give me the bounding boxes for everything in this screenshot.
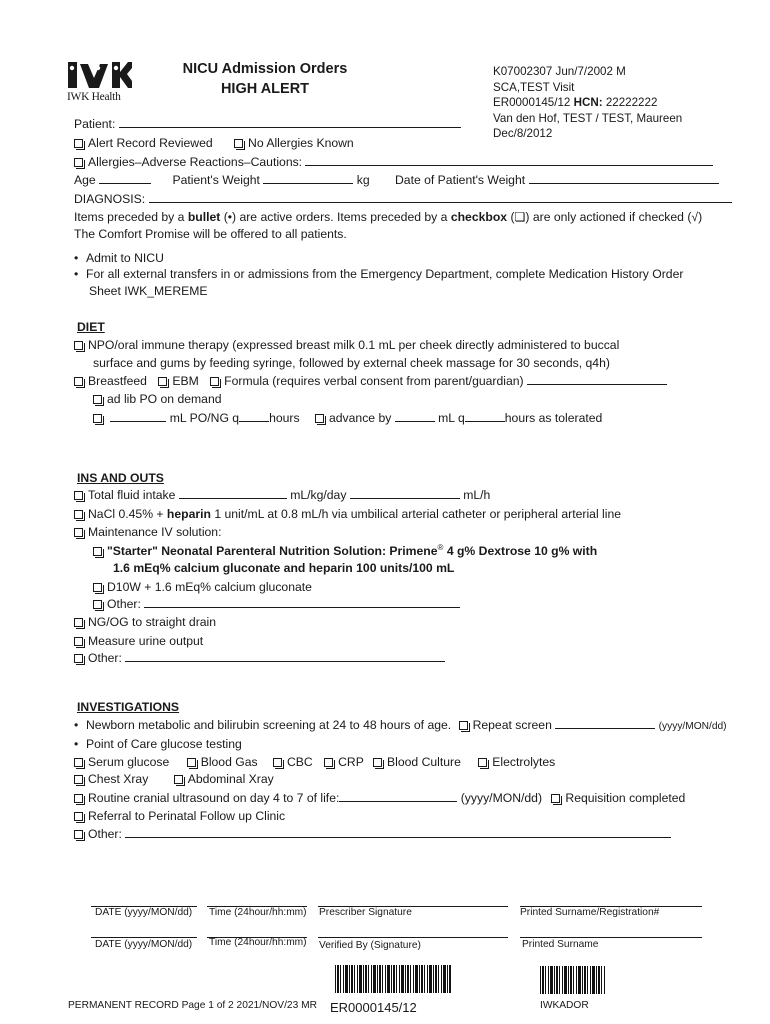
frequency-input[interactable] — [239, 411, 269, 422]
formula-checkbox[interactable] — [210, 377, 219, 386]
date2-line[interactable] — [91, 937, 197, 938]
d10w-checkbox[interactable] — [93, 583, 102, 592]
form-barcode — [540, 966, 606, 994]
formula-input[interactable] — [527, 374, 667, 385]
diet-heading: DIET — [77, 320, 105, 334]
time2-label: Time (24hour/hh:mm) — [209, 937, 307, 948]
label-line-physician: Van den Hof, TEST / TEST, Maureen — [493, 111, 683, 125]
newborn-screening-row: • Newborn metabolic and bilirubin screening at 24 to 48 hours of age. Repeat screen (yyyy/MON/dd) — [74, 718, 727, 732]
allergies-input[interactable] — [305, 155, 713, 166]
label-line-date: Dec/8/2012 — [493, 127, 553, 140]
age-input[interactable] — [99, 173, 151, 184]
nacl-row: NaCl 0.45% + heparin 1 unit/mL at 0.8 mL/h via umbilical arterial catheter or peripheral arterial line — [74, 507, 621, 521]
patient-field[interactable]: Patient: — [74, 117, 461, 131]
diet-npo-row: NPO/oral immune therapy (expressed breast milk 0.1 mL per cheek directly administered to buccal — [74, 338, 619, 352]
order-admit: • Admit to NICU — [74, 251, 164, 265]
age-weight-row: Age Patient's Weight kg Date of Patient's Weight — [74, 173, 719, 187]
date1-label: DATE (yyyy/MON/dd) — [95, 907, 193, 918]
order-external-transfers-cont: Sheet IWK_MEREME — [89, 284, 208, 298]
instructions-line2: The Comfort Promise will be offered to all patients. — [74, 227, 347, 241]
diagnosis-input[interactable] — [149, 192, 732, 203]
printed-reg-label: Printed Surname/Registration# — [520, 907, 660, 918]
urine-row: Measure urine output — [74, 634, 203, 648]
ins-other-row: Other: — [74, 651, 445, 665]
total-fluid-row: Total fluid intake mL/kg/day mL/h — [74, 488, 490, 502]
adlib-checkbox[interactable] — [93, 395, 102, 404]
diet-adlib-row: ad lib PO on demand — [93, 392, 222, 406]
inv-other-row: Other: — [74, 827, 671, 841]
ins-other-checkbox[interactable] — [74, 654, 83, 663]
fluid-ml-input[interactable] — [350, 488, 460, 499]
ebm-checkbox[interactable] — [158, 377, 167, 386]
time1-label: Time (24hour/hh:mm) — [209, 907, 307, 918]
weight-date-input[interactable] — [529, 173, 719, 184]
starter-checkbox[interactable] — [93, 547, 102, 556]
verified-line[interactable] — [318, 937, 508, 938]
form-subtitle: HIGH ALERT — [220, 81, 310, 97]
ins-outs-heading: INS AND OUTS — [77, 471, 164, 485]
footer-er-number: ER0000145/12 — [330, 1000, 417, 1015]
chest-xray-checkbox[interactable] — [74, 775, 83, 784]
order-external-transfers: • For all external transfers in or admissions from the Emergency Department, complete Medication History Order — [74, 267, 684, 281]
blood-culture-checkbox[interactable] — [373, 758, 382, 767]
repeat-screen-checkbox[interactable] — [459, 721, 468, 730]
inv-other-input[interactable] — [125, 827, 671, 838]
urine-checkbox[interactable] — [74, 637, 83, 646]
electrolytes-checkbox[interactable] — [478, 758, 487, 767]
cranial-row: Routine cranial ultrasound on day 4 to 7 of life: (yyyy/MON/dd) Requisition completed — [74, 791, 685, 805]
inv-other-checkbox[interactable] — [74, 830, 83, 839]
iv-other-checkbox[interactable] — [93, 600, 102, 609]
advance-checkbox[interactable] — [315, 414, 324, 423]
abdominal-xray-checkbox[interactable] — [174, 775, 183, 784]
fluid-kg-input[interactable] — [179, 488, 287, 499]
label-line-name: SCA,TEST Visit — [493, 80, 575, 94]
referral-row: Referral to Perinatal Follow up Clinic — [74, 809, 285, 823]
investigations-heading: INVESTIGATIONS — [77, 700, 180, 714]
nacl-checkbox[interactable] — [74, 510, 83, 519]
serum-glucose-checkbox[interactable] — [74, 758, 83, 767]
alert-record-row: Alert Record Reviewed No Allergies Known — [74, 136, 354, 150]
logo-text: IWK Health — [67, 91, 121, 103]
ngog-checkbox[interactable] — [74, 618, 83, 627]
diet-volume-row: mL PO/NG q hours advance by mL q hours as tolerated — [93, 411, 602, 425]
total-fluid-checkbox[interactable] — [74, 491, 83, 500]
starter-row: "Starter" Neonatal Parenteral Nutrition Solution: Primene® 4 g% Dextrose 10 g% with — [93, 543, 597, 558]
footer-record: PERMANENT RECORD Page 1 of 2 2021/NOV/23 MR — [68, 1000, 317, 1011]
blood-gas-checkbox[interactable] — [187, 758, 196, 767]
date2-label: DATE (yyyy/MON/dd) — [95, 939, 193, 950]
requisition-checkbox[interactable] — [551, 794, 560, 803]
cranial-checkbox[interactable] — [74, 794, 83, 803]
advance-hours-input[interactable] — [465, 411, 505, 422]
label-line-visit: ER0000145/12 HCN: 22222222 — [493, 96, 658, 109]
iv-other-input[interactable] — [144, 597, 460, 608]
crp-checkbox[interactable] — [324, 758, 333, 767]
poc-glucose-row: • Point of Care glucose testing — [74, 737, 242, 751]
printed-line[interactable] — [520, 937, 702, 938]
instructions-line1: Items preceded by a bullet (•) are active orders. Items preceded by a checkbox (❏) are only actioned if checked (√) — [74, 210, 703, 224]
er-barcode — [335, 965, 451, 993]
footer-form-code: IWKADOR — [540, 1000, 589, 1011]
prescriber-label: Prescriber Signature — [319, 907, 412, 918]
referral-checkbox[interactable] — [74, 812, 83, 821]
allergies-checkbox[interactable] — [74, 158, 83, 167]
patient-label-block — [493, 64, 682, 142]
d10w-row: D10W + 1.6 mEq% calcium gluconate — [93, 580, 312, 594]
maintenance-row: Maintenance IV solution: — [74, 525, 221, 539]
diagnosis-row: DIAGNOSIS: — [74, 192, 732, 206]
allergies-row: Allergies–Adverse Reactions–Cautions: — [74, 155, 713, 169]
ins-other-input[interactable] — [125, 651, 445, 662]
no-allergies-checkbox[interactable] — [234, 139, 243, 148]
breastfeed-checkbox[interactable] — [74, 377, 83, 386]
npo-checkbox[interactable] — [74, 341, 83, 350]
printed-label: Printed Surname — [522, 939, 599, 950]
cbc-checkbox[interactable] — [273, 758, 282, 767]
diet-feeding-row: Breastfeed EBM Formula (requires verbal consent from parent/guardian) — [74, 374, 667, 388]
xray-row: Chest Xray Abdominal Xray — [74, 772, 274, 786]
iv-other-row: Other: — [93, 597, 460, 611]
weight-input[interactable] — [263, 173, 353, 184]
advance-input[interactable] — [395, 411, 435, 422]
volume-checkbox[interactable] — [93, 414, 102, 423]
repeat-screen-input[interactable] — [555, 718, 655, 729]
alert-record-checkbox[interactable] — [74, 139, 83, 148]
starter-row-cont: 1.6 mEq% calcium gluconate and heparin 100 units/100 mL — [113, 561, 455, 575]
lab-tests-row: Serum glucose Blood Gas CBC CRP Blood Culture Electrolytes — [74, 755, 555, 769]
volume-input[interactable] — [110, 411, 166, 422]
diet-npo-row-cont: surface and gums by feeding syringe, followed by external cheek massage for 30 seconds, q4h) — [93, 356, 610, 370]
ngog-row: NG/OG to straight drain — [74, 615, 216, 629]
cranial-date-input[interactable] — [339, 791, 457, 802]
form-title: NICU Admission Orders — [182, 61, 348, 77]
verified-label: Verified By (Signature) — [319, 940, 421, 951]
label-line-mrn: K07002307 Jun/7/2002 M — [493, 65, 626, 78]
maintenance-checkbox[interactable] — [74, 528, 83, 537]
